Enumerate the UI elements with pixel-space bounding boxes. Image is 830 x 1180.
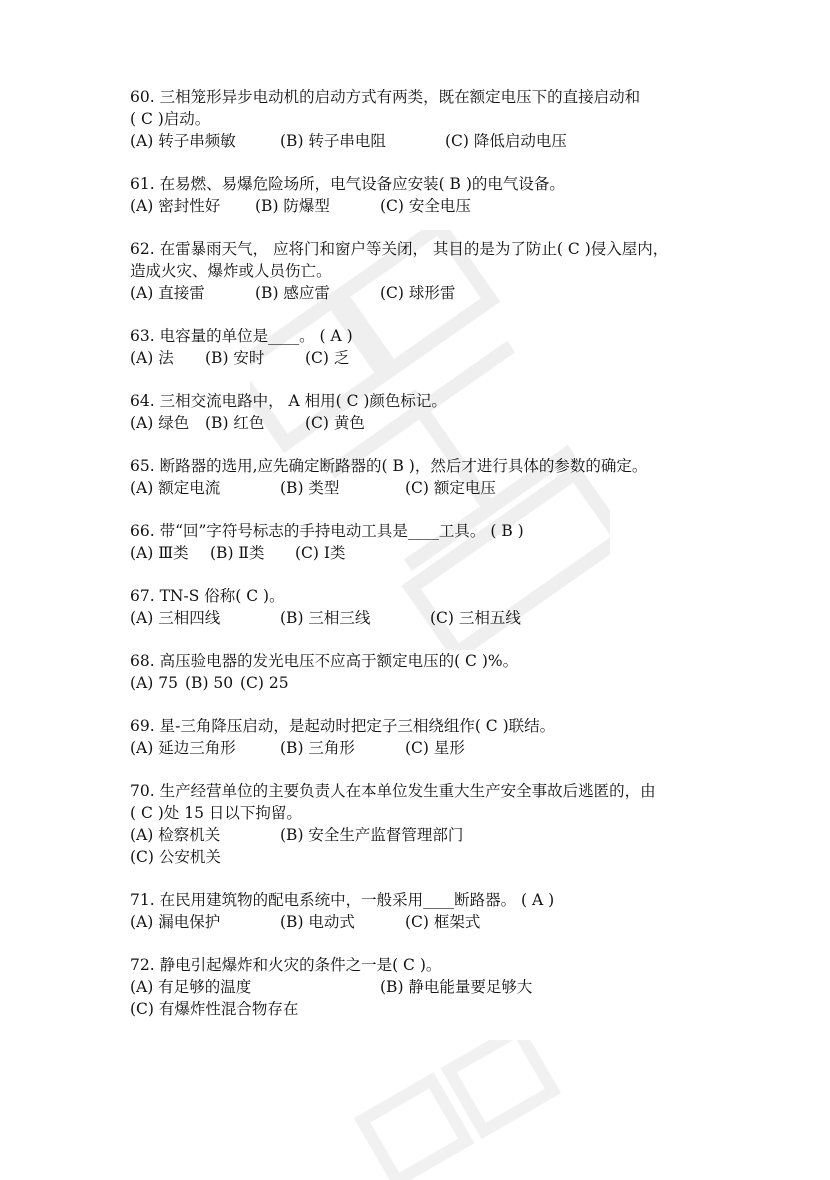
answer-option: (B) 安全生产监督管理部门 [280,826,464,844]
answer-option: (B) 三相三线 [280,609,371,627]
question-stem: 68. 高压验电器的发光电压不应高于额定电压的( C )%。 [130,652,519,670]
answer-option: (A) 检察机关 [130,826,221,844]
question-stem: 67. TN-S 俗称( C )。 [130,587,285,605]
answer-option: (A) 三相四线 [130,609,221,627]
answer-option: (C) 球形雷 [380,284,456,302]
question-stem: 64. 三相交流电路中， A 相用( C )颜色标记。 [130,392,447,410]
question-item [130,325,720,369]
option-row [130,282,720,304]
answer-option: (A) 额定电流 [130,479,221,497]
answer-option: (B) 电动式 [280,913,355,931]
answer-option: (A) 转子串频敏 [130,132,236,150]
option-row [130,737,720,759]
question-stem: 69. 星-三角降压启动，是起动时把定子三相绕组作( C )联结。 [130,717,556,735]
answer-option: (B) 感应雷 [255,284,330,302]
answer-option: (A) 有足够的温度 [130,978,252,996]
option-row [130,998,720,1020]
question-item [130,889,720,933]
answer-option: (C) Ⅰ类 [295,544,346,562]
question-item [130,390,720,434]
answer-option: (B) 类型 [280,479,340,497]
answer-option: (B) 50 [185,674,234,692]
question-item [130,173,720,217]
answer-option: (A) 漏电保护 [130,913,221,931]
answer-option: (B) 红色 [205,414,265,432]
option-row [130,911,720,933]
answer-option: (A) 延边三角形 [130,739,236,757]
option-row [130,846,720,868]
answer-option: (C) 黄色 [305,414,365,432]
question-stem: 60. 三相笼形异步电动机的启动方式有两类，既在额定电压下的直接启动和 [130,88,641,106]
question-stem: 65. 断路器的选用,应先确定断路器的( B )，然后才进行具体的参数的确定。 [130,457,648,475]
answer-option: (C) 星形 [405,739,465,757]
answer-option: (A) 法 [130,349,174,367]
answer-option: (C) 公安机关 [130,848,221,866]
option-row [130,130,720,152]
question-item [130,585,720,629]
question-item [130,238,720,304]
question-item [130,650,720,694]
answer-option: (C) 有爆炸性混合物存在 [130,1000,299,1018]
answer-option: (B) 安时 [205,349,265,367]
answer-option: (B) 三角形 [280,739,355,757]
answer-option: (C) 额定电压 [405,479,496,497]
question-stem-continued: ( C )启动。 [130,110,211,128]
answer-option: (C) 乏 [305,349,350,367]
option-row [130,347,720,369]
question-stem: 62. 在雷暴雨天气， 应将门和窗户等关闭， 其目的是为了防止( C )侵入屋内， [130,240,669,258]
question-stem: 63. 电容量的单位是____。 ( A ) [130,327,353,345]
answer-option: (B) 静电能量要足够大 [380,978,533,996]
option-row [130,542,720,564]
answer-option: (B) 防爆型 [255,197,330,215]
option-row [130,607,720,629]
option-row [130,976,720,998]
question-stem: 61. 在易燃、易爆危险场所，电气设备应安装( B )的电气设备。 [130,175,565,193]
question-stem: 71. 在民用建筑物的配电系统中，一般采用____断路器。 ( A ) [130,891,555,909]
answer-option: (A) 绿色 [130,414,190,432]
option-row [130,672,720,694]
answer-option: (C) 25 [240,674,289,692]
option-row [130,195,720,217]
question-item [130,86,720,152]
answer-option: (C) 三相五线 [430,609,521,627]
question-item [130,780,720,868]
answer-option: (C) 安全电压 [380,197,471,215]
answer-option: (C) 降低启动电压 [445,132,567,150]
question-item [130,715,720,759]
option-row [130,824,720,846]
option-row [130,477,720,499]
question-stem-continued: ( C )处 15 日以下拘留。 [130,804,302,822]
answer-option: (B) Ⅱ类 [210,544,265,562]
answer-option: (A) Ⅲ类 [130,544,189,562]
answer-option: (A) 密封性好 [130,197,221,215]
question-stem: 66. 带“回”字符号标志的手持电动工具是____工具。 ( B ) [130,522,524,540]
answer-option: (A) 75 [130,674,178,692]
option-row [130,412,720,434]
answer-option: (C) 框架式 [405,913,481,931]
question-stem-continued: 造成火灾、爆炸或人员伤亡。 [130,262,332,280]
question-item [130,520,720,564]
answer-option: (B) 转子串电阻 [280,132,386,150]
question-item [130,455,720,499]
question-stem: 70. 生产经营单位的主要负责人在本单位发生重大生产安全事故后逃匿的，由 [130,782,656,800]
question-item [130,954,720,1020]
watermark-graphic-bottom [330,1040,590,1180]
question-list [130,86,720,1041]
question-stem: 72. 静电引起爆炸和火灾的条件之一是( C )。 [130,956,442,974]
answer-option: (A) 直接雷 [130,284,205,302]
